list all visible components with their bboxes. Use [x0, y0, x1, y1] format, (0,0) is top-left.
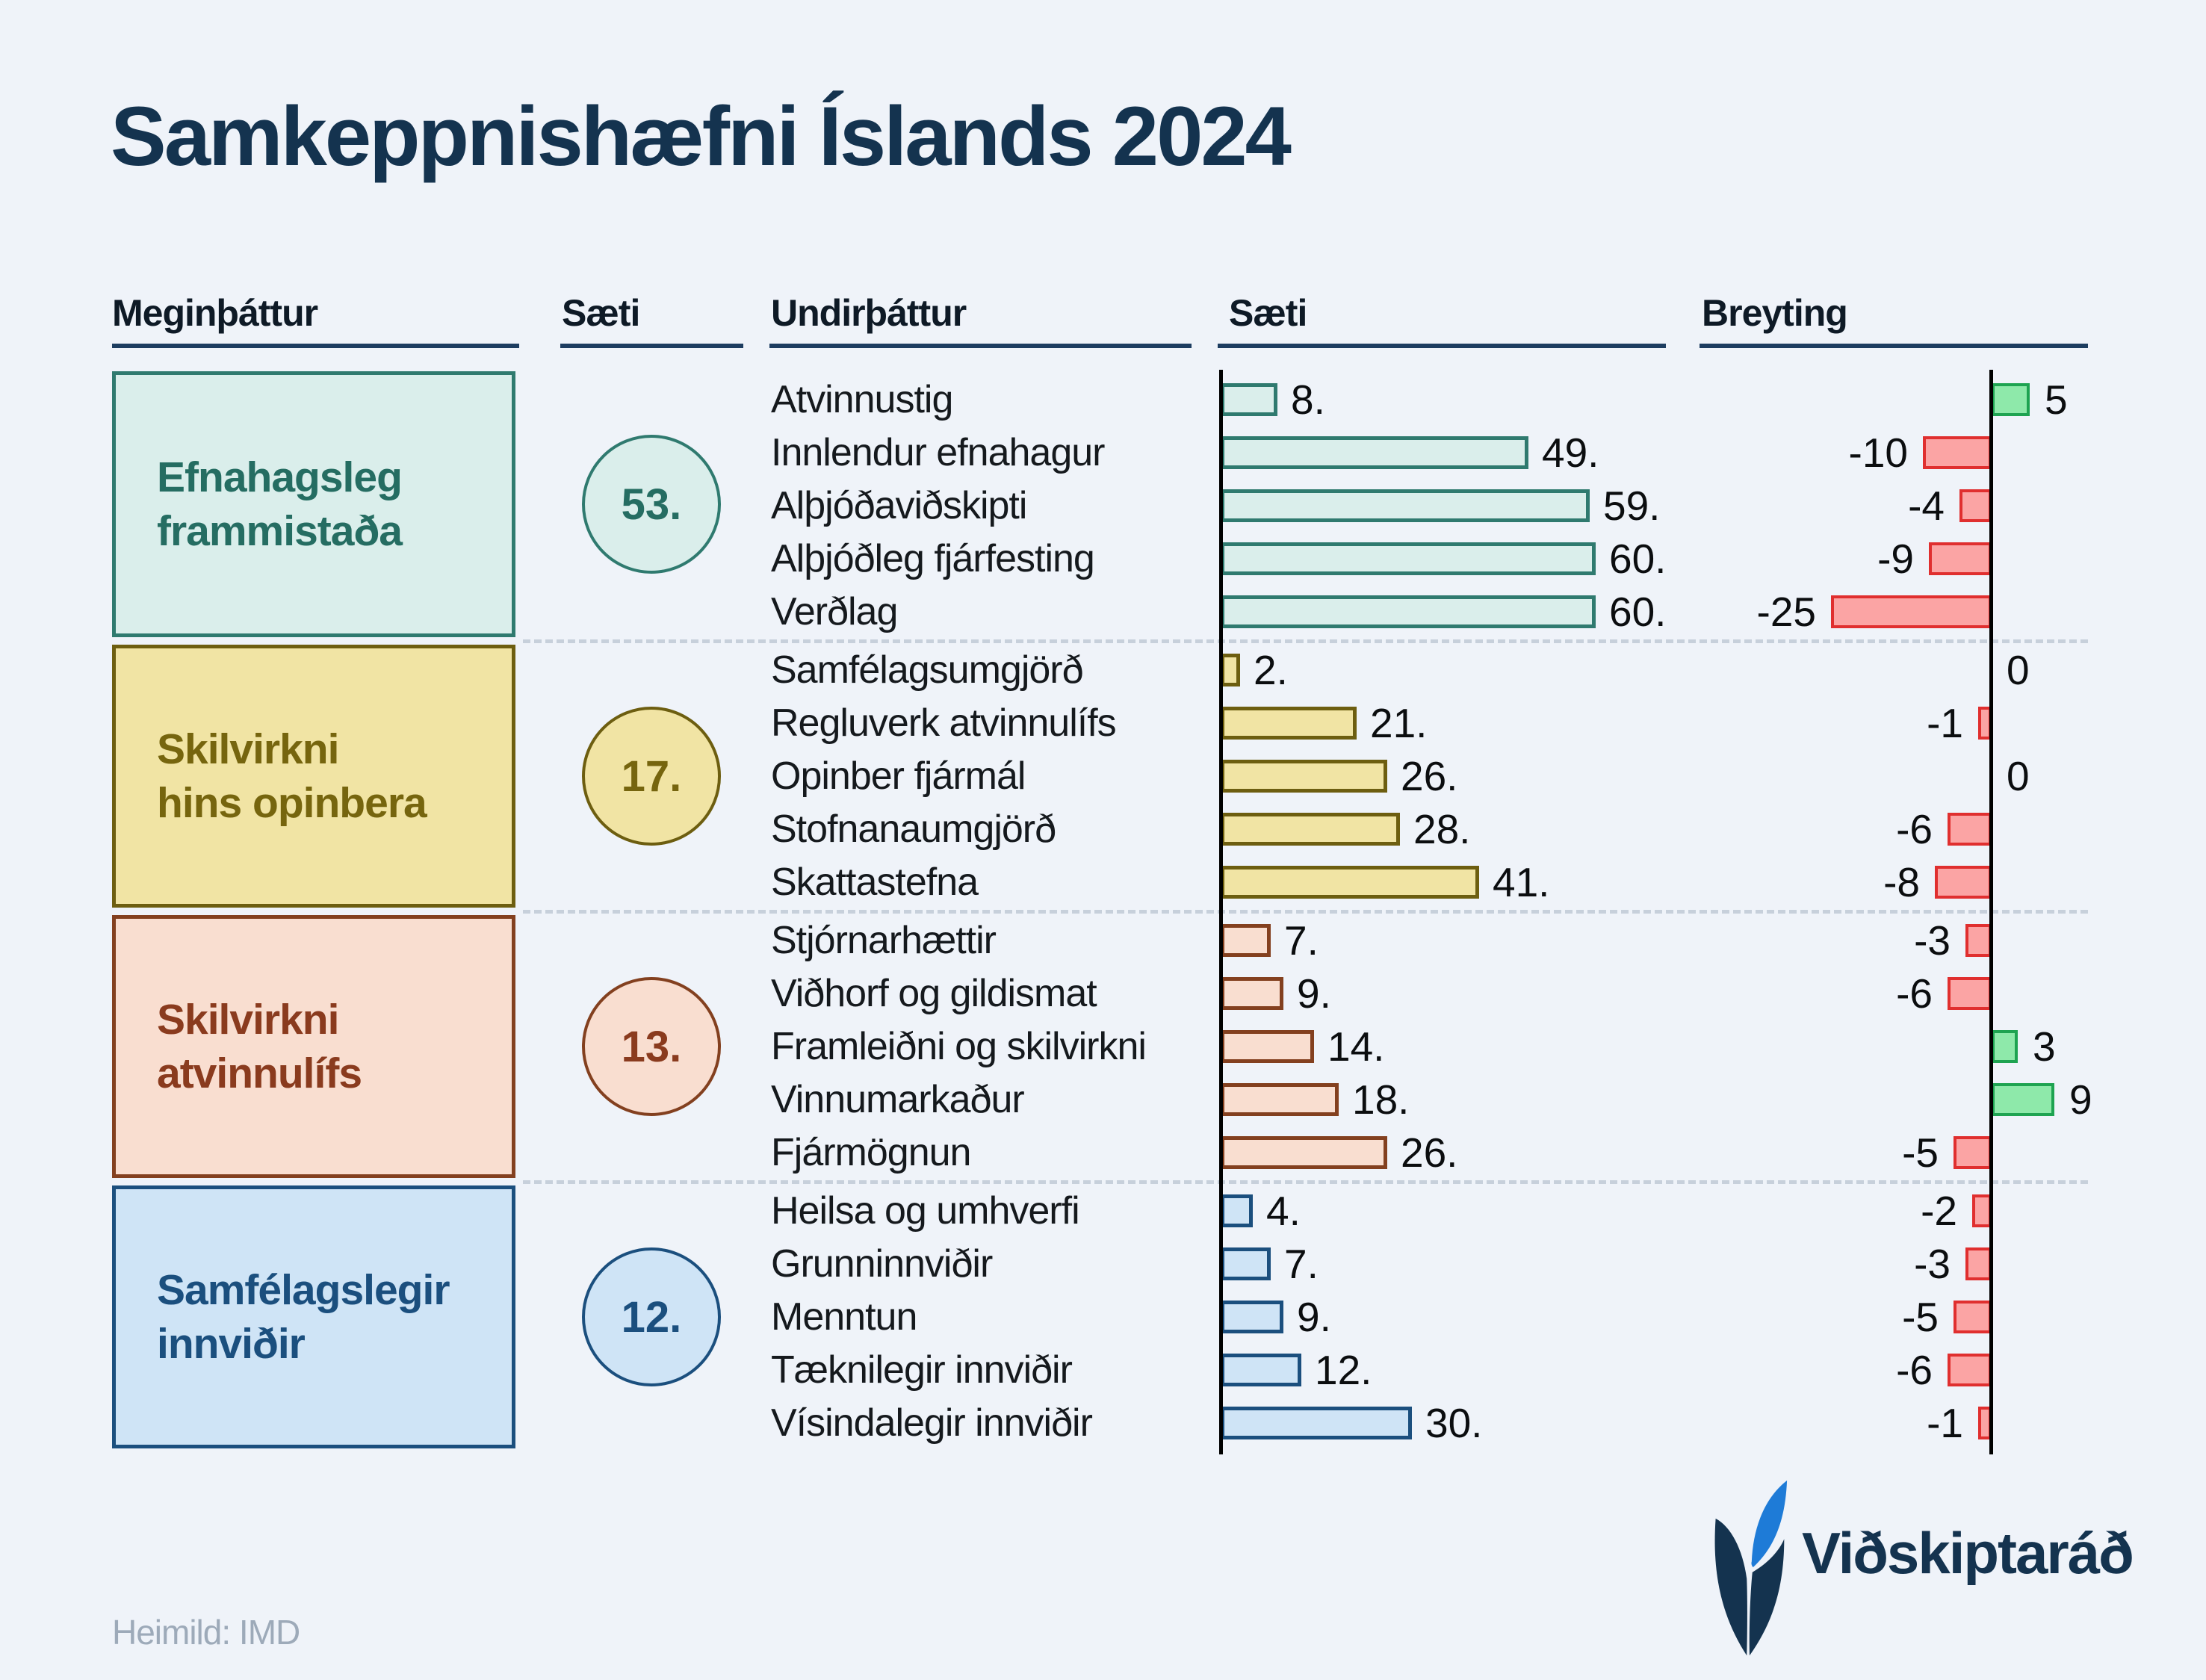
change-value: -25	[1756, 589, 1816, 635]
rank-value: 21.	[1370, 700, 1428, 746]
header-underline	[1218, 344, 1666, 348]
rank-bar	[1221, 924, 1271, 957]
group-separator-dashed	[523, 1180, 2088, 1184]
change-value: -3	[1914, 917, 1951, 964]
rank-bar	[1221, 1354, 1301, 1386]
column-header-saeti-sub: Sæti	[1229, 292, 1307, 334]
rank-bar	[1221, 489, 1590, 522]
change-value: -10	[1848, 430, 1908, 476]
category-label-line: Skilvirkni	[157, 725, 339, 773]
change-bar-negative	[1831, 595, 1992, 628]
change-value: 9	[2069, 1076, 2092, 1123]
rank-bar	[1221, 760, 1387, 793]
sub-item-label: Menntun	[771, 1295, 917, 1339]
change-value: -8	[1883, 859, 1920, 905]
change-bar-positive	[1992, 1030, 2018, 1063]
sub-item-label: Skattastefna	[771, 861, 979, 904]
change-value: 0	[2007, 647, 2030, 693]
rank-bar	[1221, 866, 1479, 899]
logo-text: Viðskiptaráð	[1802, 1520, 2133, 1586]
rank-bar	[1221, 1194, 1253, 1227]
change-value: -6	[1896, 1347, 1933, 1393]
sub-item-label: Viðhorf og gildismat	[771, 972, 1097, 1015]
change-bar-negative	[1948, 977, 1992, 1010]
change-bar-negative	[1959, 489, 1992, 522]
change-bar-negative	[1948, 813, 1992, 846]
sub-item-label: Stofnanaumgjörð	[771, 808, 1056, 851]
change-value: -9	[1877, 536, 1914, 582]
rank-value: 60.	[1609, 536, 1667, 582]
rank-value: 41.	[1493, 859, 1550, 905]
group-separator-dashed	[523, 639, 2088, 643]
group-separator-dashed	[523, 910, 2088, 914]
logo	[1711, 1473, 2174, 1660]
category-label-line: Efnahagsleg	[157, 453, 402, 501]
column-header-meginthattur: Meginþáttur	[112, 292, 318, 334]
change-bar-negative	[1954, 1136, 1992, 1169]
sub-item-label: Alþjóðaviðskipti	[771, 484, 1027, 527]
change-bar-negative	[1954, 1301, 1992, 1333]
change-bar-negative	[1935, 866, 1992, 899]
rank-bar	[1221, 1301, 1283, 1333]
category-box-skilvirkni-hins-opinbera	[112, 645, 515, 908]
rank-bar	[1221, 1030, 1314, 1063]
change-value: -5	[1902, 1294, 1939, 1340]
rank-value: 2.	[1254, 647, 1288, 693]
category-label-line: frammistaða	[157, 507, 402, 555]
change-bar-negative	[1965, 1247, 1992, 1280]
rank-bar	[1221, 1136, 1387, 1169]
rank-value: 49.	[1542, 430, 1599, 476]
category-label-line: innviðir	[157, 1320, 305, 1368]
rank-value: 9.	[1297, 970, 1331, 1017]
sub-item-label: Opinber fjármál	[771, 754, 1026, 798]
sub-item-label: Verðlag	[771, 590, 898, 633]
change-bar-negative	[1965, 924, 1992, 957]
rank-value: 18.	[1352, 1076, 1410, 1123]
source-note: Heimild: IMD	[112, 1613, 300, 1652]
rank-bar	[1221, 436, 1528, 469]
sub-item-label: Samfélagsumgjörð	[771, 648, 1083, 692]
page-title: Samkeppnishæfni Íslands 2024	[111, 90, 1289, 183]
sub-item-label: Heilsa og umhverfi	[771, 1189, 1079, 1233]
rank-bar	[1221, 542, 1596, 575]
sub-item-label: Alþjóðleg fjárfesting	[771, 537, 1094, 580]
category-rank-circle: 17.	[582, 707, 721, 846]
sub-item-label: Fjármögnun	[771, 1131, 971, 1174]
change-bar-negative	[1929, 542, 1992, 575]
header-underline	[560, 344, 743, 348]
change-value: -6	[1896, 806, 1933, 852]
rank-bar	[1221, 1083, 1339, 1116]
rank-value: 59.	[1603, 483, 1661, 529]
rank-value: 14.	[1327, 1023, 1385, 1070]
sub-item-label: Stjórnarhættir	[771, 919, 996, 962]
change-bar-positive	[1992, 383, 2030, 416]
header-underline	[1700, 344, 2088, 348]
rank-bar	[1221, 977, 1283, 1010]
change-bar-positive	[1992, 1083, 2054, 1116]
logo-mark-icon	[1711, 1479, 1788, 1658]
change-bar-negative	[1923, 436, 1992, 469]
rank-bar	[1221, 654, 1240, 686]
change-value: 5	[2045, 376, 2068, 423]
rank-bar	[1221, 1407, 1412, 1439]
change-value: -5	[1902, 1129, 1939, 1176]
rank-bar	[1221, 595, 1596, 628]
rank-value: 28.	[1413, 806, 1471, 852]
column-header-saeti-main: Sæti	[562, 292, 640, 334]
change-value: -6	[1896, 970, 1933, 1017]
sub-item-label: Innlendur efnahagur	[771, 431, 1105, 474]
sub-item-label: Tæknilegir innviðir	[771, 1348, 1072, 1392]
rank-value: 9.	[1297, 1294, 1331, 1340]
rank-axis-line	[1219, 370, 1223, 1454]
rank-value: 7.	[1284, 917, 1319, 964]
rank-value: 4.	[1266, 1188, 1301, 1234]
rank-value: 30.	[1425, 1400, 1483, 1446]
category-label-line: atvinnulífs	[157, 1050, 362, 1097]
sub-item-label: Vísindalegir innviðir	[771, 1401, 1092, 1445]
category-box-efnahagsleg-frammistada	[112, 371, 515, 637]
rank-bar	[1221, 707, 1357, 740]
rank-value: 26.	[1401, 1129, 1458, 1176]
column-header-undirthattur: Undirþáttur	[771, 292, 967, 334]
rank-bar	[1221, 383, 1277, 416]
rank-value: 8.	[1291, 376, 1325, 423]
sub-item-label: Grunninnviðir	[771, 1242, 993, 1286]
category-rank-circle: 53.	[582, 435, 721, 574]
change-value: -1	[1927, 1400, 1963, 1446]
category-box-samfelagslegir-innvidir	[112, 1185, 515, 1448]
category-label-line: Samfélagslegir	[157, 1266, 450, 1314]
category-label-line: Skilvirkni	[157, 996, 339, 1044]
change-value: -1	[1927, 700, 1963, 746]
rank-bar	[1221, 813, 1400, 846]
rank-value: 7.	[1284, 1241, 1319, 1287]
change-value: 3	[2033, 1023, 2056, 1070]
change-value: -3	[1914, 1241, 1951, 1287]
category-label-line: hins opinbera	[157, 779, 427, 827]
sub-item-label: Atvinnustig	[771, 378, 953, 421]
change-axis-line	[1989, 370, 1993, 1454]
rank-value: 12.	[1315, 1347, 1372, 1393]
change-value: -4	[1908, 483, 1945, 529]
rank-value: 26.	[1401, 753, 1458, 799]
change-bar-negative	[1948, 1354, 1992, 1386]
category-rank-circle: 13.	[582, 977, 721, 1116]
rank-bar	[1221, 1247, 1271, 1280]
change-value: -2	[1921, 1188, 1957, 1234]
sub-item-label: Framleiðni og skilvirkni	[771, 1025, 1146, 1068]
column-header-breyting: Breyting	[1702, 292, 1847, 334]
header-underline	[112, 344, 519, 348]
rank-value: 60.	[1609, 589, 1667, 635]
header-underline	[769, 344, 1192, 348]
category-box-skilvirkni-atvinnulifs	[112, 915, 515, 1178]
change-value: 0	[2007, 753, 2030, 799]
sub-item-label: Regluverk atvinnulífs	[771, 701, 1116, 745]
category-rank-circle: 12.	[582, 1247, 721, 1386]
sub-item-label: Vinnumarkaður	[771, 1078, 1024, 1121]
